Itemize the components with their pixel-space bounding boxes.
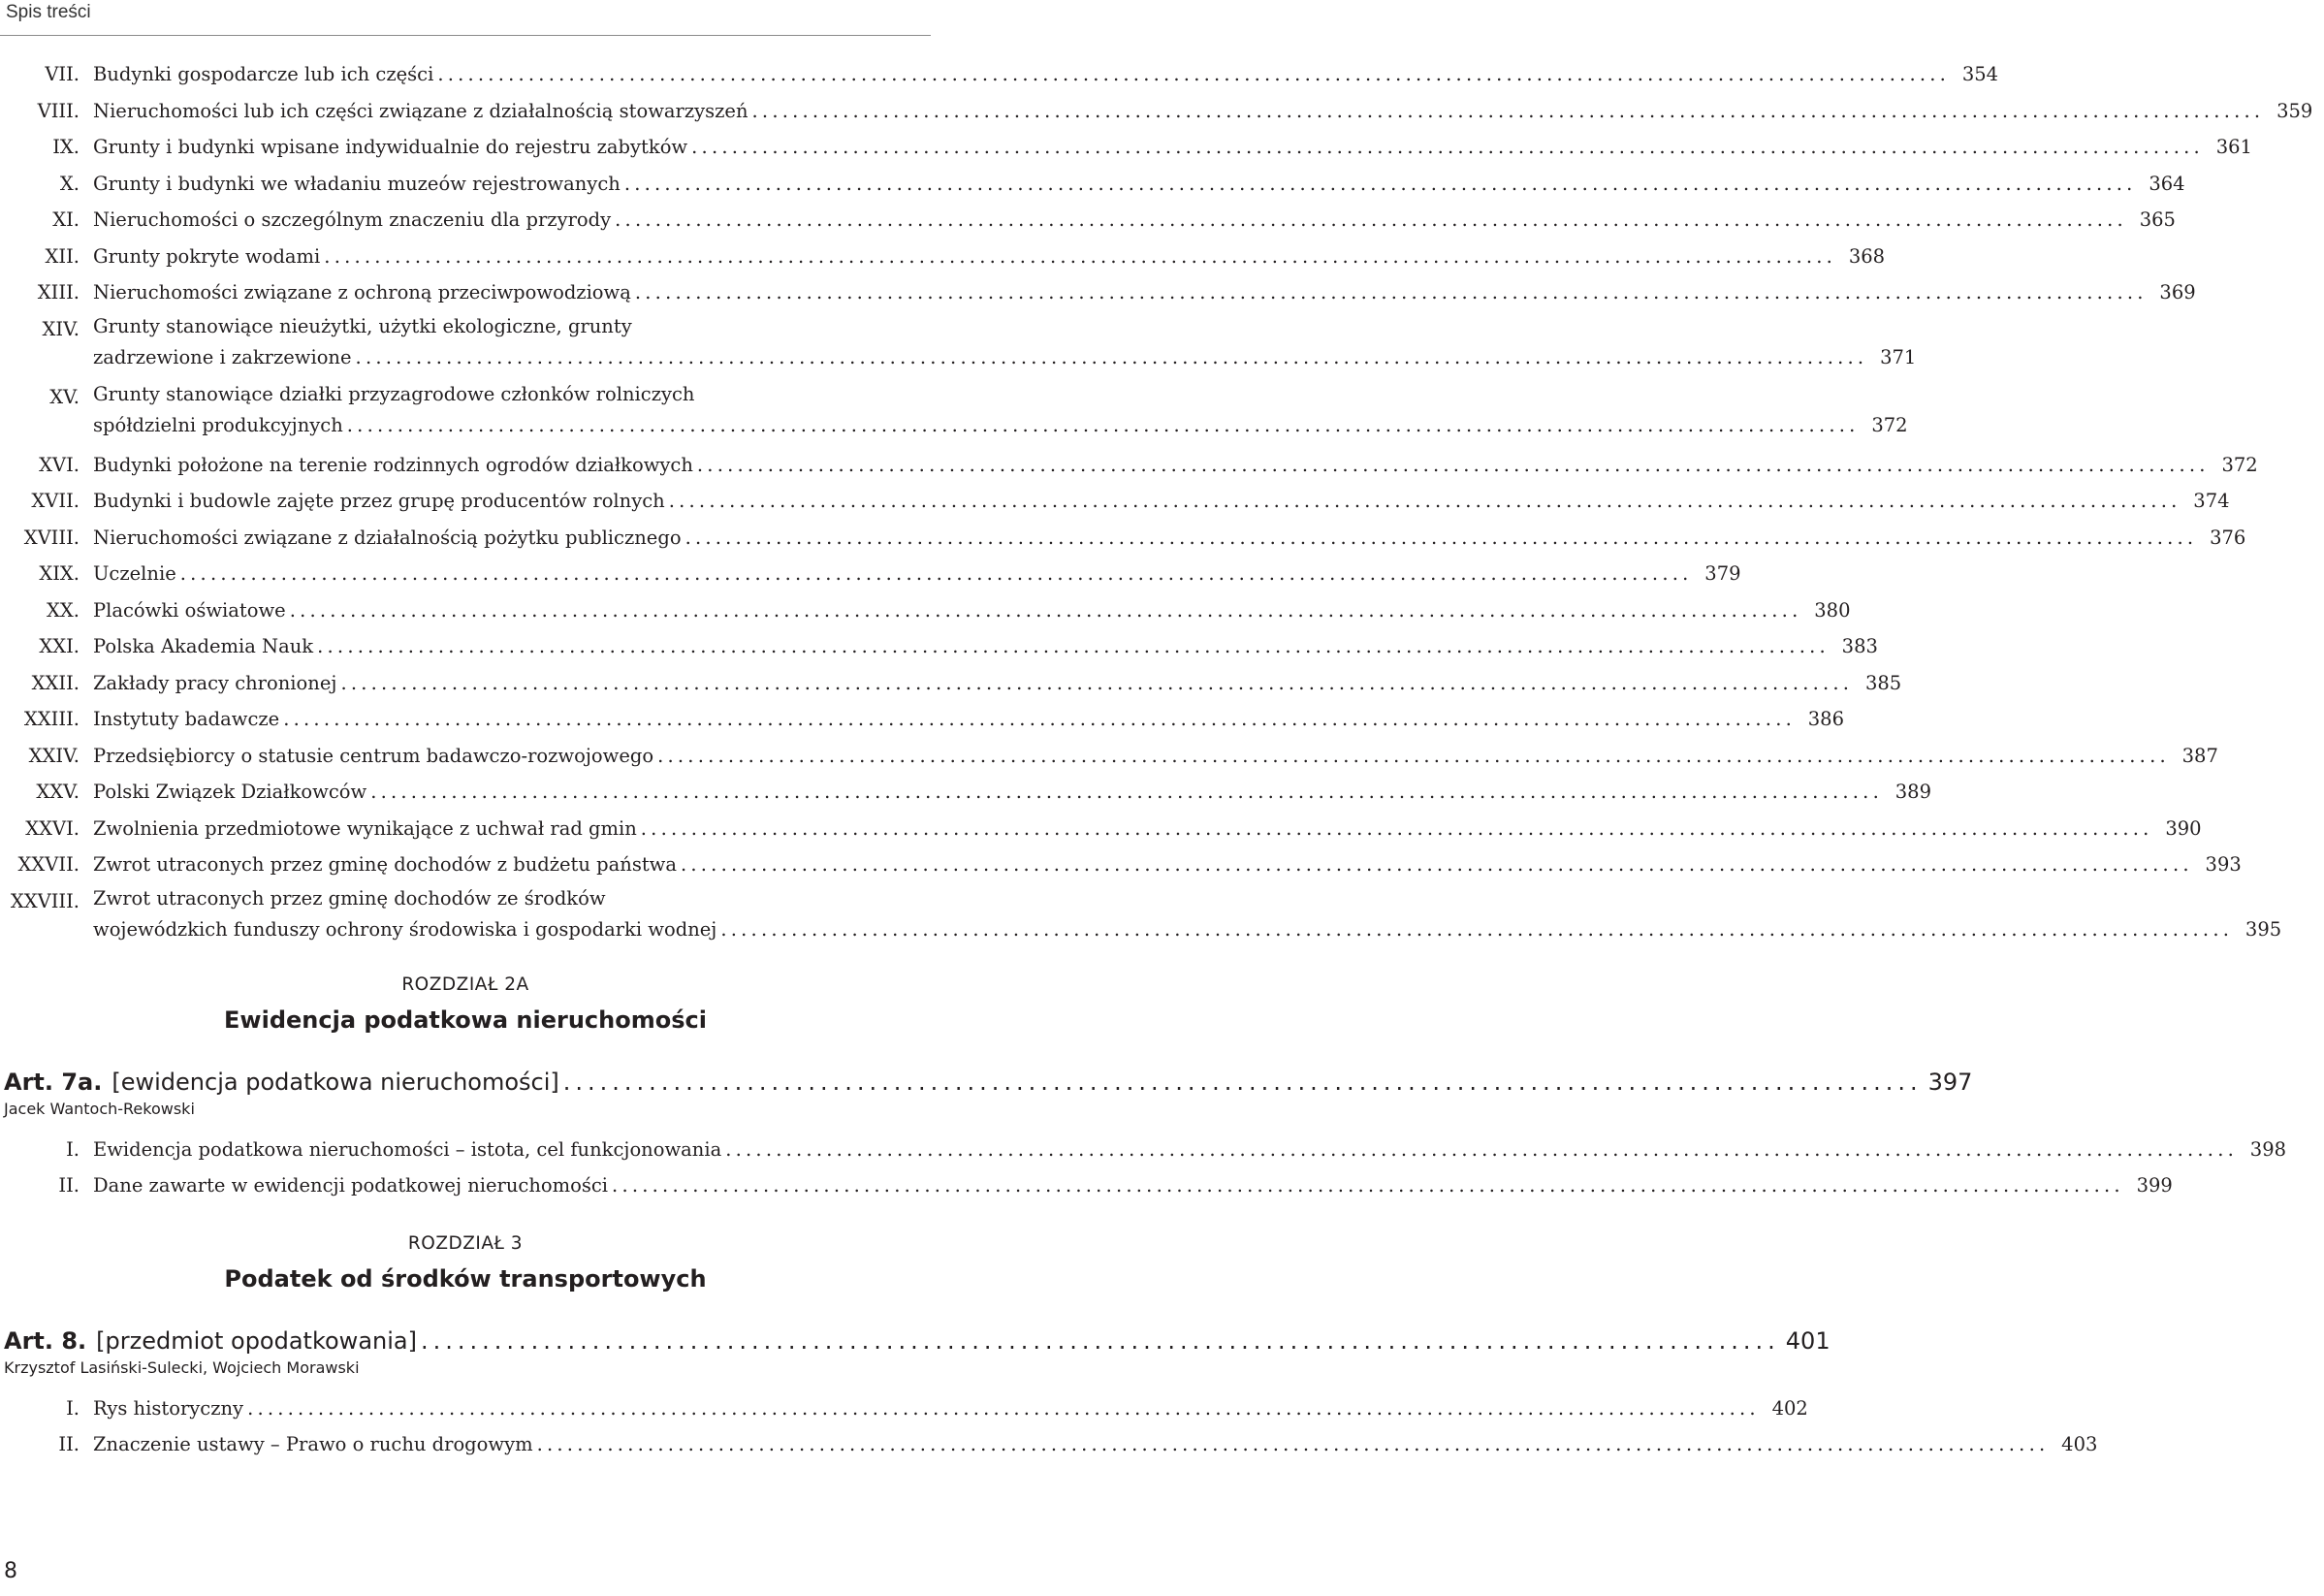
dot-leader bbox=[653, 738, 2176, 775]
running-header-title: Spis treści bbox=[6, 2, 91, 22]
entry-page: 354 bbox=[1961, 63, 1999, 85]
toc-entry[interactable] bbox=[0, 129, 2252, 166]
entry-body bbox=[93, 665, 1913, 702]
entry-number: XII. bbox=[45, 244, 80, 268]
entry-title: Zwolnienia przedmiotowe wynikające z uchwał rad gmin bbox=[93, 816, 637, 840]
dot-leader bbox=[716, 914, 2239, 945]
entry-title-line bbox=[93, 1390, 1808, 1427]
entry-number: XVIII. bbox=[23, 526, 80, 549]
entry-title-line bbox=[93, 665, 1901, 702]
entry-page: 393 bbox=[2205, 853, 2242, 876]
entry-body bbox=[93, 166, 2197, 203]
entry-number: XV. bbox=[49, 385, 80, 408]
entry-title: Rys historyczny bbox=[93, 1396, 244, 1420]
toc-entry[interactable] bbox=[0, 520, 2246, 557]
toc-entry[interactable] bbox=[0, 556, 1741, 592]
entry-title: Zwrot utraconych przez gminę dochodów z budżetu państwa bbox=[93, 853, 677, 876]
entry-title-line bbox=[93, 342, 1916, 373]
toc-entry[interactable] bbox=[0, 202, 2176, 239]
entry-number: I. bbox=[66, 1137, 80, 1161]
entry-page: 389 bbox=[1894, 781, 1931, 803]
toc-entry[interactable] bbox=[0, 379, 1908, 441]
toc-entry[interactable] bbox=[0, 56, 1999, 93]
chapter-title: Podatek od środków transportowych bbox=[224, 1264, 707, 1293]
entry-title-line bbox=[93, 556, 1741, 592]
toc-entry[interactable] bbox=[0, 846, 2242, 883]
entry-title: Nieruchomości lub ich części związane z działalnością stowarzyszeń bbox=[93, 99, 748, 122]
entry-title-line bbox=[93, 56, 1998, 93]
entry-number: X. bbox=[59, 172, 80, 195]
entry-number: I. bbox=[66, 1396, 80, 1420]
entry-page: 368 bbox=[1848, 244, 1886, 268]
entry-title-line bbox=[93, 811, 2202, 847]
entry-page: 380 bbox=[1814, 598, 1851, 622]
chapter-label: ROZDZIAŁ 3 bbox=[407, 1232, 524, 1254]
entry-title: Budynki i budowle zajęte przez grupę producentów rolnych bbox=[93, 490, 665, 512]
article-author: Krzysztof Lasiński-Sulecki, Wojciech Morawski bbox=[4, 1357, 360, 1377]
entry-number: XXIV. bbox=[28, 744, 80, 767]
toc-entry[interactable] bbox=[0, 774, 1931, 811]
toc-entry[interactable] bbox=[0, 738, 2218, 775]
entry-page: 359 bbox=[2276, 99, 2313, 122]
entry-body bbox=[93, 311, 1927, 373]
entry-page: 402 bbox=[1771, 1396, 1808, 1420]
entry-title-line bbox=[93, 166, 2185, 203]
entry-number: XIV. bbox=[42, 317, 80, 340]
entry-title-line bbox=[93, 701, 1844, 738]
entry-body bbox=[93, 628, 1890, 665]
entry-page: 386 bbox=[1807, 708, 1844, 730]
entry-title-line bbox=[93, 774, 1931, 811]
entry-number: II. bbox=[58, 1174, 80, 1197]
entry-title: Budynki gospodarcze lub ich części bbox=[93, 63, 434, 85]
dot-leader bbox=[366, 774, 1889, 811]
entry-page: 399 bbox=[2136, 1174, 2173, 1197]
dot-leader bbox=[693, 447, 2215, 484]
dot-leader bbox=[176, 556, 1699, 592]
entry-body bbox=[93, 1426, 2109, 1463]
entry-title: Zakłady pracy chronionej bbox=[93, 671, 337, 694]
entry-title-line bbox=[93, 483, 2230, 520]
dot-leader bbox=[559, 1069, 1928, 1096]
entry-number: XXIII. bbox=[23, 708, 80, 730]
entry-title-line bbox=[93, 520, 2245, 557]
dot-leader bbox=[243, 1390, 1766, 1427]
entry-number: XXVI. bbox=[25, 816, 80, 840]
chapter-title: Ewidencja podatkowa nieruchomości bbox=[224, 1005, 707, 1034]
entry-body bbox=[93, 483, 2242, 520]
entry-number: VIII. bbox=[37, 99, 80, 122]
page-number: 8 bbox=[4, 1559, 17, 1583]
dot-leader bbox=[721, 1132, 2244, 1168]
entry-page: 390 bbox=[2165, 816, 2202, 840]
toc-entry[interactable] bbox=[0, 883, 2282, 945]
dot-leader bbox=[687, 129, 2210, 166]
entry-body bbox=[93, 592, 1862, 629]
entry-title: Budynki położone na terenie rodzinnych ogrodów działkowych bbox=[93, 453, 693, 476]
entry-page: 376 bbox=[2210, 526, 2246, 549]
entry-title-line bbox=[93, 1167, 2173, 1204]
dot-leader bbox=[621, 166, 2143, 203]
entry-number: XI. bbox=[52, 208, 80, 231]
entry-title: Przedsiębiorcy o statusie centrum badawczo-rozwojowego bbox=[93, 744, 654, 767]
entry-page: 385 bbox=[1864, 671, 1902, 694]
entry-number: IX. bbox=[52, 136, 80, 158]
entry-number: XXVII. bbox=[17, 853, 80, 876]
entry-title-line bbox=[93, 274, 2196, 311]
dot-leader bbox=[336, 665, 1859, 702]
entry-title-line bbox=[93, 914, 2281, 945]
entry-body bbox=[93, 520, 2257, 557]
entry-body bbox=[93, 738, 2230, 775]
entry-title: Dane zawarte w ewidencji podatkowej nieruchomości bbox=[93, 1174, 609, 1197]
dot-leader bbox=[665, 483, 2187, 520]
entry-title-line bbox=[93, 628, 1878, 665]
toc-entry[interactable] bbox=[0, 592, 1851, 629]
entry-body bbox=[93, 811, 2213, 847]
toc-entry[interactable] bbox=[0, 239, 1886, 275]
entry-title-line: Grunty stanowiące działki przyzagrodowe członków rolniczych bbox=[93, 382, 695, 405]
entry-title: Uczelnie bbox=[93, 562, 176, 585]
dot-leader bbox=[433, 56, 1956, 93]
dot-leader bbox=[279, 701, 1801, 738]
entry-title-line bbox=[93, 846, 2242, 883]
dot-leader bbox=[343, 410, 1865, 441]
entry-number: XXVIII. bbox=[10, 889, 80, 912]
toc-entry[interactable] bbox=[0, 701, 1844, 738]
entry-number: XIX. bbox=[39, 562, 80, 585]
dot-leader bbox=[608, 1167, 2130, 1204]
entry-page: 372 bbox=[1871, 413, 1908, 436]
table-of-contents bbox=[0, 56, 2313, 1463]
entry-page: 379 bbox=[1704, 562, 1741, 585]
dot-leader bbox=[533, 1426, 2055, 1463]
toc-entry[interactable] bbox=[0, 628, 1878, 665]
entry-title-line bbox=[93, 738, 2218, 775]
entry-number: II. bbox=[58, 1433, 80, 1455]
article-author: Jacek Wantoch-Rekowski bbox=[4, 1099, 195, 1118]
entry-body bbox=[93, 701, 1856, 738]
entry-title: Ewidencja podatkowa nieruchomości – istota, cel funkcjonowania bbox=[93, 1137, 722, 1161]
dot-leader bbox=[637, 811, 2159, 847]
entry-number: XVI. bbox=[39, 453, 80, 476]
entry-page: 364 bbox=[2149, 172, 2185, 195]
article-title: [przedmiot opodatkowania] bbox=[96, 1326, 417, 1355]
article-title: [ewidencja podatkowa nieruchomości] bbox=[111, 1068, 559, 1096]
dot-leader bbox=[748, 93, 2271, 130]
article-number: Art. 8. bbox=[4, 1326, 87, 1355]
entry-title-line bbox=[93, 1132, 2286, 1168]
entry-title: spółdzielni produkcyjnych bbox=[93, 413, 343, 436]
entry-page: 369 bbox=[2159, 281, 2196, 303]
entry-title: Polski Związek Działkowców bbox=[93, 781, 367, 803]
article-entry-7a[interactable] bbox=[0, 1068, 1973, 1096]
entry-body bbox=[93, 239, 1896, 275]
dot-leader bbox=[352, 342, 1874, 373]
entry-number: XXII. bbox=[31, 671, 80, 694]
entry-title-line bbox=[93, 447, 2258, 484]
entry-title: Instytuty badawcze bbox=[93, 708, 280, 730]
entry-body bbox=[93, 56, 2010, 93]
entry-number: XXV. bbox=[36, 781, 80, 803]
entry-title-line bbox=[93, 410, 1908, 441]
article-number: Art. 7a. bbox=[4, 1068, 103, 1096]
entry-title: Nieruchomości związane z ochroną przeciwpowodziową bbox=[93, 281, 631, 303]
entry-title: zadrzewione i zakrzewione bbox=[93, 345, 352, 368]
dot-leader bbox=[417, 1327, 1786, 1355]
dot-leader bbox=[313, 628, 1835, 665]
toc-entry[interactable] bbox=[0, 1132, 2287, 1168]
dot-leader bbox=[677, 846, 2199, 883]
chapter-heading-2a bbox=[0, 974, 931, 1034]
entry-page: 387 bbox=[2181, 744, 2218, 767]
entry-title: Grunty pokryte wodami bbox=[93, 244, 321, 268]
running-header bbox=[0, 0, 931, 36]
entry-body bbox=[93, 1132, 2298, 1168]
entry-page: 372 bbox=[2221, 453, 2258, 476]
dot-leader bbox=[631, 274, 2153, 311]
entry-title-line bbox=[93, 129, 2252, 166]
toc-entries-chapter-2 bbox=[0, 56, 2313, 945]
toc-entry[interactable] bbox=[0, 1167, 2173, 1204]
toc-entry[interactable] bbox=[0, 1390, 1808, 1427]
entry-title-line bbox=[93, 1426, 2097, 1463]
entry-title: Nieruchomości o szczególnym znaczeniu dla przyrody bbox=[93, 208, 612, 231]
entry-page: 398 bbox=[2249, 1137, 2287, 1161]
entry-title-line bbox=[93, 239, 1885, 275]
toc-entries-art-7a bbox=[0, 1132, 2287, 1204]
entry-page: 395 bbox=[2244, 917, 2282, 941]
toc-entry[interactable] bbox=[0, 483, 2230, 520]
entry-title: Znaczenie ustawy – Prawo o ruchu drogowym bbox=[93, 1433, 533, 1455]
entry-page: 361 bbox=[2215, 136, 2252, 158]
dot-leader bbox=[320, 239, 1842, 275]
entry-number: XXI. bbox=[39, 635, 80, 657]
entry-body bbox=[93, 774, 1943, 811]
entry-title: Placówki oświatowe bbox=[93, 598, 286, 622]
dot-leader bbox=[682, 520, 2204, 557]
entry-title: Polska Akademia Nauk bbox=[93, 635, 314, 657]
entry-number: VII. bbox=[45, 63, 80, 85]
entry-body bbox=[93, 1167, 2184, 1204]
toc-entry[interactable] bbox=[0, 274, 2196, 311]
toc-entry[interactable] bbox=[0, 166, 2185, 203]
toc-entry[interactable] bbox=[0, 93, 2313, 130]
entry-number: XX. bbox=[47, 598, 80, 622]
toc-entry[interactable] bbox=[0, 1426, 2098, 1463]
toc-entry[interactable] bbox=[0, 447, 2258, 484]
entry-body bbox=[93, 379, 1920, 441]
entry-title-line: Zwrot utraconych przez gminę dochodów ze środków bbox=[93, 886, 606, 910]
entry-title: Grunty i budynki we władaniu muzeów rejestrowanych bbox=[93, 172, 621, 195]
entry-number: XIII. bbox=[37, 281, 80, 303]
entry-body bbox=[93, 556, 1753, 592]
entry-page: 383 bbox=[1841, 635, 1878, 657]
entry-number: XVII. bbox=[31, 490, 80, 512]
entry-title-line bbox=[93, 202, 2176, 239]
entry-title: Nieruchomości związane z działalnością pożytku publicznego bbox=[93, 526, 682, 549]
chapter-label: ROZDZIAŁ 2A bbox=[401, 974, 529, 995]
article-entry-8[interactable] bbox=[0, 1326, 1831, 1355]
entry-title-line bbox=[93, 93, 2312, 130]
entry-page: 403 bbox=[2061, 1433, 2098, 1455]
dot-leader bbox=[286, 592, 1808, 629]
entry-body bbox=[93, 883, 2293, 945]
toc-entry[interactable] bbox=[0, 811, 2202, 847]
entry-page: 365 bbox=[2139, 208, 2176, 231]
entry-title-line bbox=[93, 592, 1850, 629]
article-page: 397 bbox=[1927, 1068, 1973, 1096]
entry-page: 371 bbox=[1880, 345, 1917, 368]
chapter-heading-3 bbox=[0, 1233, 931, 1293]
entry-title-line: Grunty stanowiące nieużytki, użytki ekologiczne, grunty bbox=[93, 314, 632, 337]
entry-body bbox=[93, 129, 2264, 166]
entry-title: wojewódzkich funduszy ochrony środowiska i gospodarki wodnej bbox=[93, 917, 717, 941]
entry-page: 374 bbox=[2193, 490, 2230, 512]
entry-body bbox=[93, 274, 2208, 311]
entry-body bbox=[93, 93, 2324, 130]
entry-body bbox=[93, 202, 2187, 239]
dot-leader bbox=[611, 202, 2133, 239]
toc-entry[interactable] bbox=[0, 311, 1917, 373]
entry-title: Grunty i budynki wpisane indywidualnie do rejestru zabytków bbox=[93, 136, 688, 158]
toc-entry[interactable] bbox=[0, 665, 1902, 702]
entry-body bbox=[93, 846, 2253, 883]
entry-body bbox=[93, 447, 2270, 484]
toc-entries-art-8 bbox=[0, 1390, 2098, 1463]
article-page: 401 bbox=[1785, 1326, 1831, 1355]
entry-body bbox=[93, 1390, 1820, 1427]
